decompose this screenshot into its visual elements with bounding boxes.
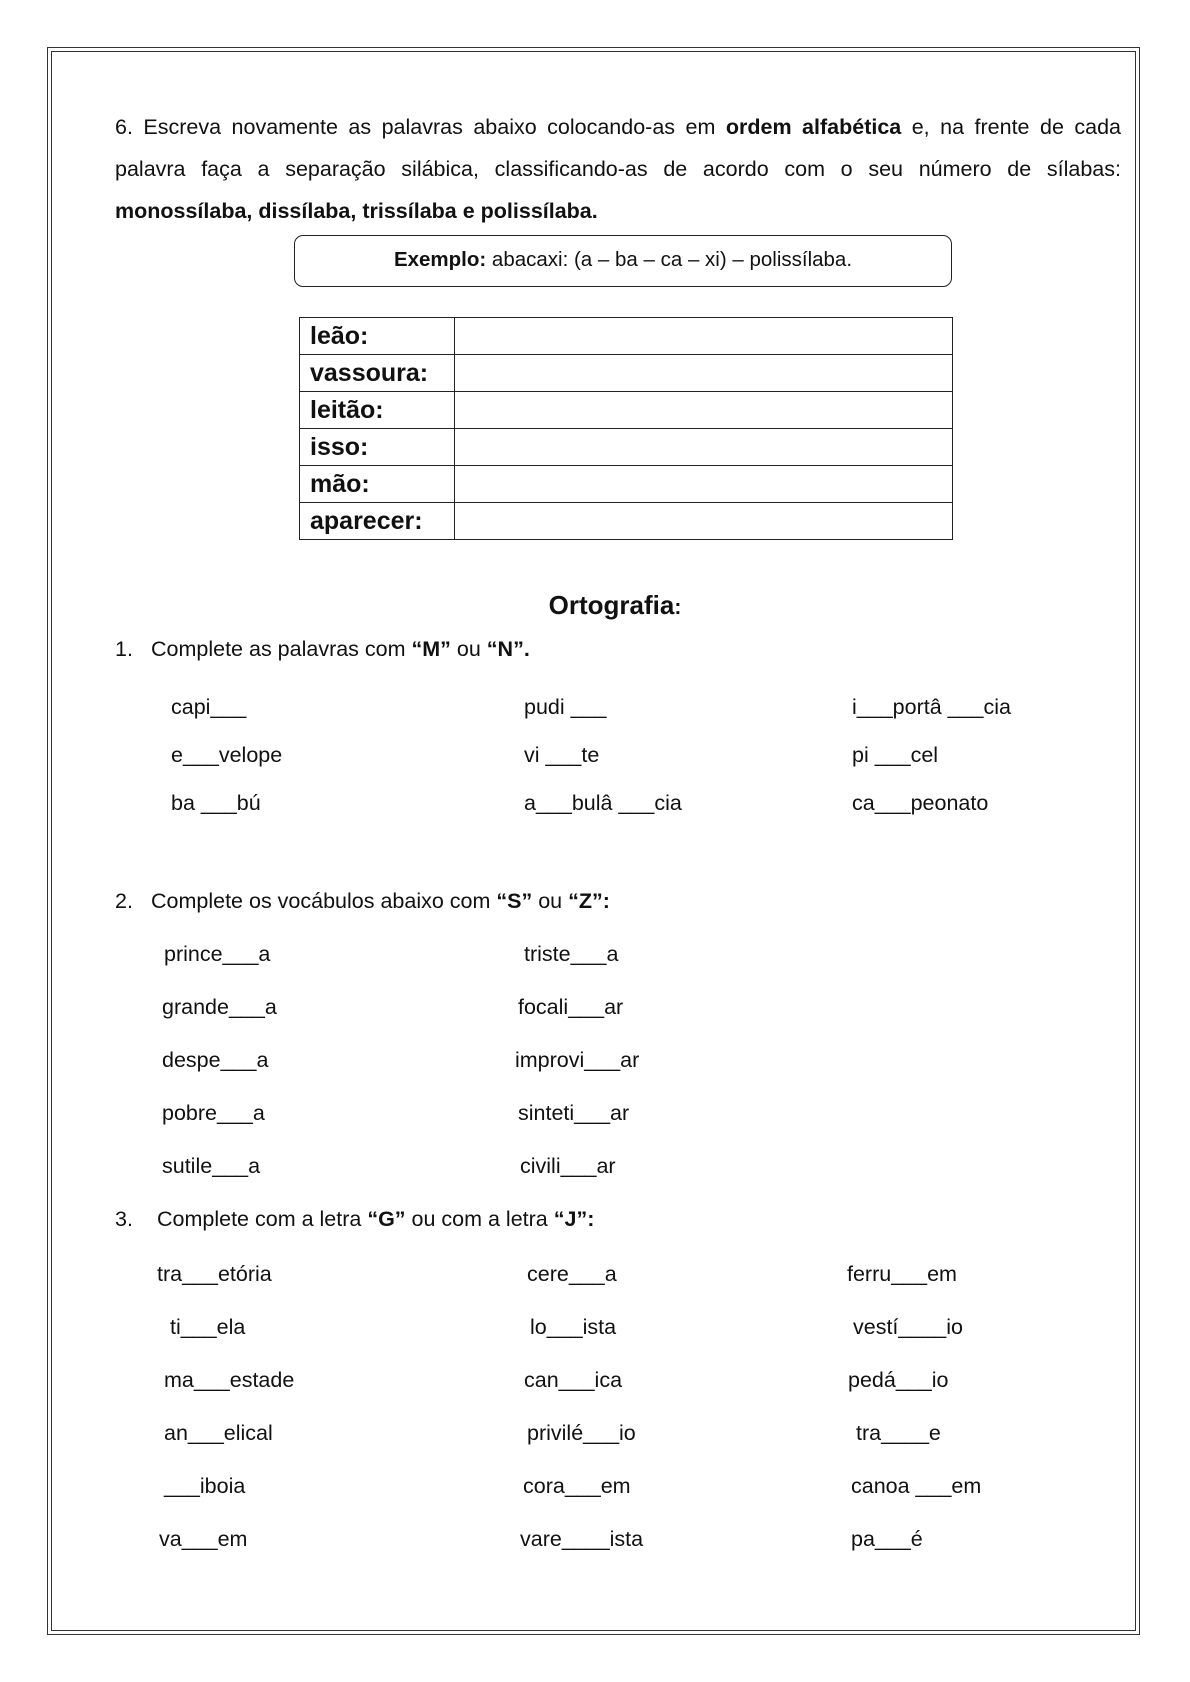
table-row (300, 355, 953, 392)
list-item: an___elical (164, 1421, 273, 1445)
list-item: tra____e (856, 1421, 941, 1445)
answer-cell[interactable] (455, 466, 953, 503)
question-2-heading: 2. Complete os vocábulos abaixo com “S” ou “Z”: (115, 889, 610, 913)
list-item: can___ica (524, 1368, 623, 1392)
table-word: aparecer: (300, 503, 455, 540)
list-item: capi___ (171, 695, 247, 719)
list-item: ferru___em (847, 1262, 957, 1286)
list-item: cora___em (523, 1474, 631, 1498)
list-item: cere___a (527, 1262, 617, 1286)
list-item: vestí____io (853, 1315, 963, 1339)
list-item: grande___a (162, 995, 277, 1019)
list-item: e___velope (171, 743, 283, 767)
list-item: ___iboia (164, 1474, 246, 1498)
list-item: privilé___io (527, 1421, 636, 1445)
list-item: pobre___a (162, 1101, 265, 1125)
list-item: va___em (159, 1527, 248, 1551)
list-item: ca___peonato (852, 791, 989, 815)
list-item: a___bulâ ___cia (524, 791, 682, 815)
question-3-heading: 3. Complete com a letra “G” ou com a letra “J”: (115, 1207, 595, 1231)
list-item: despe___a (162, 1048, 269, 1072)
list-item: triste___a (524, 942, 619, 966)
list-item: pudi ___ (524, 695, 607, 719)
example-box (294, 235, 952, 287)
list-item: sinteti___ar (518, 1101, 630, 1125)
list-item: focali___ar (518, 995, 624, 1019)
list-item: improvi___ar (515, 1048, 640, 1072)
page-border-inner (51, 51, 1136, 1631)
list-item: prince___a (164, 942, 271, 966)
example-text: abacaxi: (a – ba – ca – xi) – polissílaba. (486, 248, 853, 271)
list-item: vi ___te (524, 743, 600, 767)
question-6-instructions: 6. Escreva novamente as palavras abaixo colocando-as em ordem alfabética e, na frente de cada palavra faça a separação silábica, classificando-as de acordo com o seu número de sílabas: monossílaba, dissílaba, trissílaba e polissílaba. (115, 115, 1121, 223)
list-item: civili___ar (520, 1154, 616, 1178)
answer-cell[interactable] (455, 355, 953, 392)
table-row (300, 392, 953, 429)
list-item: i___portâ ___cia (852, 695, 1011, 719)
question-1-heading: 1. Complete as palavras com “M” ou “N”. (115, 637, 530, 661)
section-title: Ortografia: (548, 590, 682, 620)
table-word: vassoura: (300, 355, 455, 392)
list-item: tra___etória (157, 1262, 272, 1286)
table-row (300, 429, 953, 466)
table-word: isso: (300, 429, 455, 466)
list-item: sutile___a (162, 1154, 261, 1178)
list-item: ma___estade (164, 1368, 295, 1392)
list-item: ti___ela (170, 1315, 246, 1339)
answer-cell[interactable] (455, 318, 953, 355)
table-word: leão: (300, 318, 455, 355)
table-row (300, 503, 953, 540)
list-item: pi ___cel (852, 743, 939, 767)
list-item: pa___é (851, 1527, 923, 1551)
example-label: Exemplo: (393, 248, 487, 271)
answer-cell[interactable] (455, 503, 953, 540)
table-row (300, 318, 953, 355)
table-word: mão: (300, 466, 455, 503)
list-item: vare____ista (520, 1527, 644, 1551)
list-item: ba ___bú (171, 791, 261, 815)
answer-cell[interactable] (455, 429, 953, 466)
list-item: lo___ista (530, 1315, 617, 1339)
answer-cell[interactable] (455, 392, 953, 429)
syllable-table (299, 317, 953, 540)
list-item: pedá___io (848, 1368, 949, 1392)
list-item: canoa ___em (851, 1474, 982, 1498)
table-row (300, 466, 953, 503)
table-word: leitão: (300, 392, 455, 429)
